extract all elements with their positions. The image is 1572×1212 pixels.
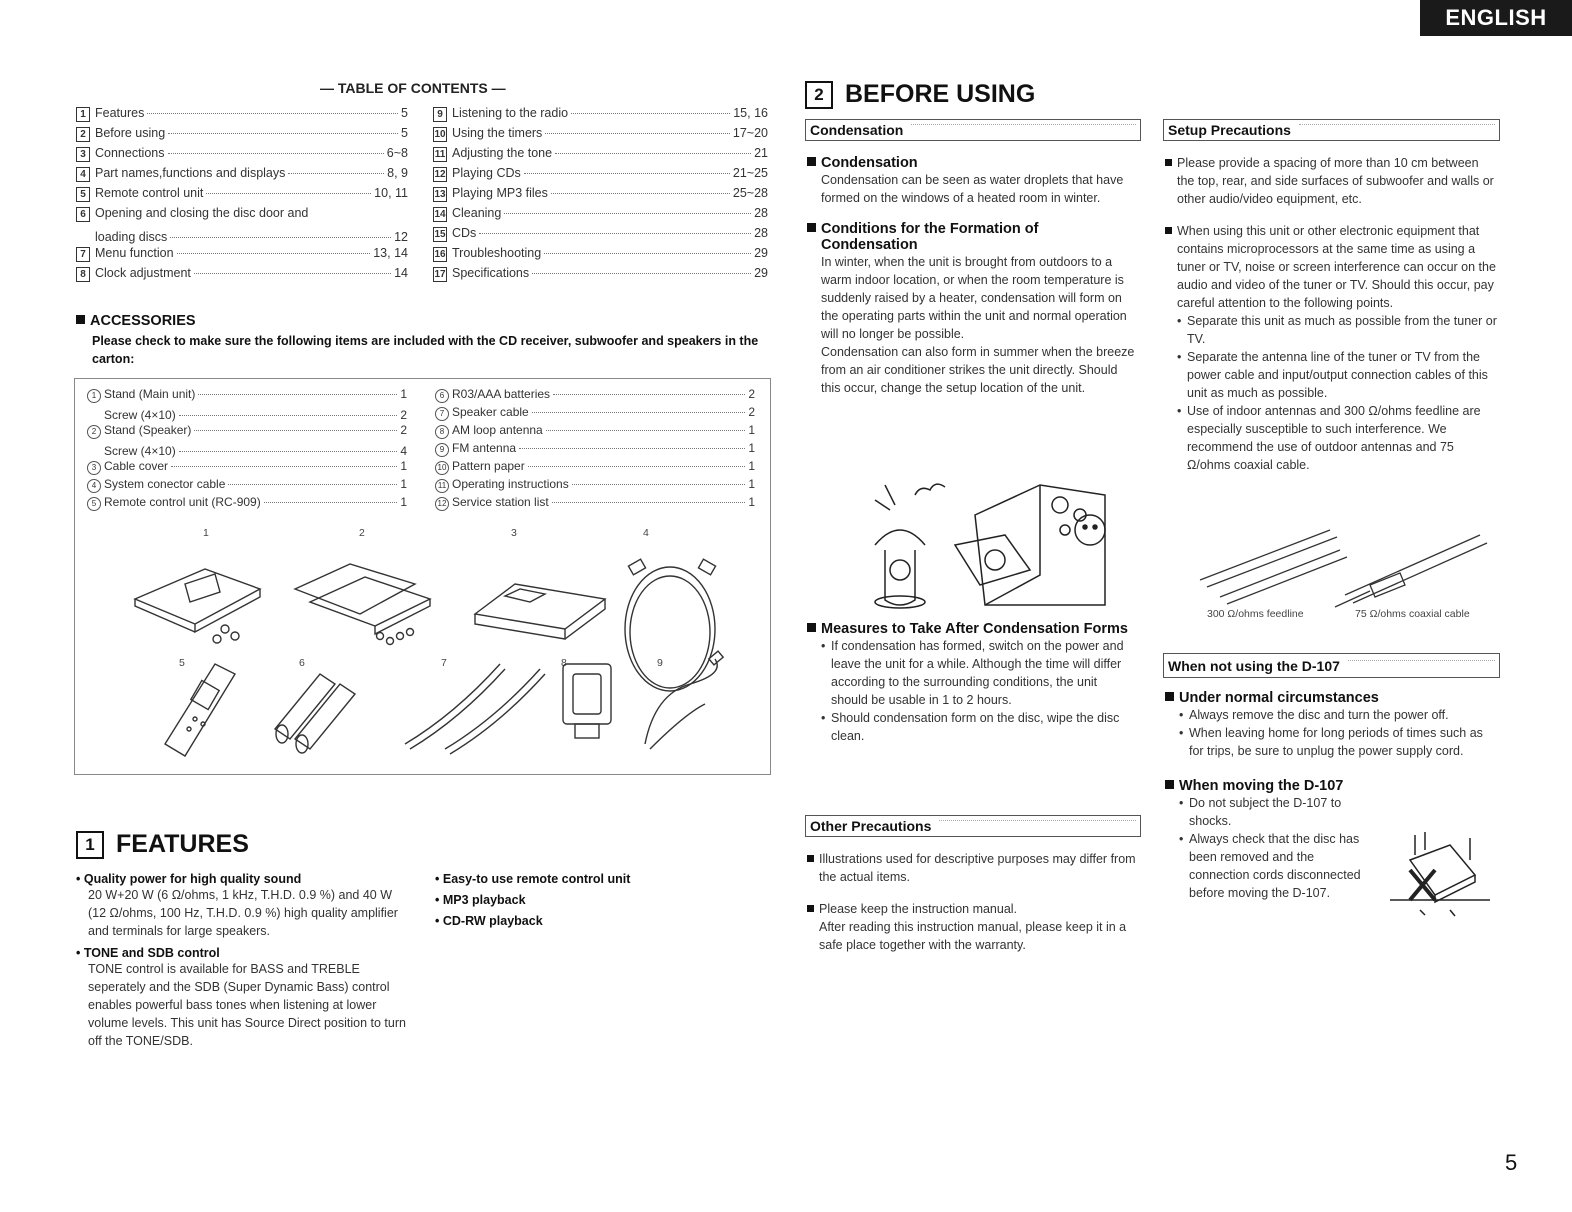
accessory-mark: 4 (87, 479, 101, 493)
toc-item-label: Features (95, 106, 145, 120)
feature-tone-body: TONE control is available for BASS and TREBLE seperately and the SDB (Super Dynamic Bass) control enables powerful bass tones when listening at lower volume levels. This unit has Source Direct position to turn off the TONE/SDB. (88, 962, 406, 1048)
accessory-leader (546, 430, 746, 431)
battery-icon (275, 674, 355, 753)
toc-item-label: loading discs (95, 230, 168, 244)
normal-circumstances-heading: Under normal circumstances (1165, 690, 1497, 706)
other-keep-manual-detail: After reading this instruction manual, please keep it in a safe place together with the warranty. (819, 920, 1127, 952)
accessory-item (435, 477, 755, 495)
toc-leader (555, 153, 751, 154)
toc-item-page: 13, 14 (373, 246, 408, 260)
accessories-heading: ACCESSORIES (76, 313, 196, 329)
toc-item-num: 1 (76, 107, 90, 122)
toc-leader (288, 173, 384, 174)
toc-item-label: Opening and closing the disc door and (95, 206, 309, 220)
toc-item (76, 126, 408, 146)
accessory-qty: 4 (400, 444, 407, 458)
toc-item-page: 5 (401, 126, 408, 140)
toc-item-page: 29 (754, 246, 768, 260)
conditions-heading: Conditions for the Formation of Condensation (807, 221, 1137, 253)
accessory-mark: 9 (435, 443, 449, 457)
toc-leader (532, 273, 751, 274)
toc-item (76, 266, 408, 286)
accessory-label: Speaker cable (452, 405, 529, 419)
accessory-leader (528, 466, 746, 467)
accessories-box (74, 378, 771, 775)
toc-item-num: 14 (434, 209, 446, 220)
accessory-label: Service station list (452, 495, 549, 509)
toc-item-label: Specifications (452, 266, 530, 280)
accessory-item (87, 459, 407, 477)
toc-item-num: 3 (76, 147, 90, 162)
features-col2 (435, 872, 755, 928)
toc-leader (147, 113, 398, 114)
toc-leader (177, 253, 371, 254)
toc-leader (170, 237, 391, 238)
toc-item-num: 17 (434, 269, 446, 280)
features-title: FEATURES (116, 830, 249, 858)
accessory-qty: 1 (748, 495, 755, 509)
toc-title: — TABLE OF CONTENTS — (320, 80, 506, 96)
conditions-text-1: In winter, when the unit is brought from outdoors to a warm indoor location, or when the room temperature is suddenly raised by a heater, condensation will form on the operating parts within the unit and normal operation will no longer be possible. (821, 255, 1127, 341)
toc-leader (194, 273, 391, 274)
accessory-leader (264, 502, 398, 503)
before-using-num: 2 (805, 81, 833, 109)
toc-item (76, 246, 408, 266)
toc-item (76, 146, 408, 166)
other-keep-manual: Please keep the instruction manual. (807, 900, 1137, 918)
toc-item (433, 146, 768, 166)
normal-bullet-2: • When leaving home for long periods of times such as for trips, be sure to unplug the power supply cord. (1179, 724, 1497, 760)
cable-cover-icon (475, 584, 605, 639)
moving-illustration (1380, 830, 1495, 925)
toc-item-page: 14 (394, 266, 408, 280)
toc-item-page: 12 (394, 230, 408, 244)
accessory-mark: 7 (435, 407, 449, 421)
feature-mp3: • MP3 playback (435, 893, 526, 907)
toc-item (433, 186, 768, 206)
toc-item-page: 21~25 (732, 166, 768, 180)
remote-control-icon (165, 664, 235, 756)
accessory-item (87, 441, 407, 459)
accessory-mark: 8 (435, 425, 449, 439)
accessory-qty: 1 (748, 441, 755, 455)
coaxial-caption: 75 Ω/ohms coaxial cable (1355, 608, 1470, 620)
accessory-mark: 3 (87, 461, 101, 475)
accessory-qty: 1 (748, 459, 755, 473)
accessory-leader (553, 394, 745, 395)
feature-remote: • Easy-to use remote control unit (435, 872, 631, 886)
accessory-label: Remote control unit (RC-909) (104, 495, 261, 509)
toc-item-page: 28 (754, 206, 768, 220)
accessories-note: Please check to make sure the following items are included with the CD receiver, subwoofer and speakers in the carton: (92, 334, 759, 366)
accessory-leader (532, 412, 746, 413)
toc-item-label: Using the timers (452, 126, 543, 140)
fig-label-4: 4 (643, 527, 649, 539)
moving-heading: When moving the D-107 (1165, 778, 1497, 794)
toc-item-page: 28 (754, 226, 768, 240)
feedline-caption: 300 Ω/ohms feedline (1207, 608, 1304, 620)
toc-item-num: 16 (434, 249, 446, 260)
other-precautions-section (807, 850, 1137, 954)
fig-label-2: 2 (359, 527, 365, 539)
toc-item (76, 206, 408, 226)
accessory-label: Stand (Main unit) (104, 387, 196, 401)
conditions-text-2: Condensation can also form in summer when the breeze from an air conditioner strikes the unit directly. Should this occur, change the setup location of the unit. (821, 345, 1135, 395)
toc-item-page: 21 (754, 146, 768, 160)
accessory-mark: 10 (435, 461, 449, 475)
fm-antenna-icon (645, 651, 723, 749)
toc-leader (544, 253, 751, 254)
other-illustrations-note: Illustrations used for descriptive purposes may differ from the actual items. (807, 850, 1137, 886)
accessory-item (87, 477, 407, 495)
condensation-illustration (855, 475, 1115, 615)
accessories-illustration (125, 544, 725, 759)
cable-illustration (1195, 525, 1495, 610)
accessory-qty: 1 (400, 459, 407, 473)
toc-item-page: 17~20 (732, 126, 768, 140)
fig-label-5: 5 (179, 657, 185, 669)
toc-leader (206, 193, 371, 194)
setup-interference-note: When using this unit or other electronic equipment that contains microprocessors at the same time as using a tuner or TV, noise or screen interference can occur on the audio and video of the tuner or TV. Should this occur, pay careful attention to the following points. (1165, 222, 1497, 312)
toc-item (433, 206, 768, 226)
toc-item-num: 2 (76, 127, 90, 142)
measures-bullet-1: • If condensation has formed, switch on the power and leave the unit for a while. Although the time will differ according to the surrounding conditions, the unit should be usable in 1 to 2 hours. (821, 637, 1137, 709)
toc-item-num: 4 (76, 167, 90, 182)
toc-item-page: 15, 16 (733, 106, 768, 120)
toc-item (433, 246, 768, 266)
accessory-label: Screw (4×10) (104, 444, 176, 458)
accessory-leader (519, 448, 745, 449)
toc-leader (551, 193, 730, 194)
accessory-label: R03/AAA batteries (452, 387, 551, 401)
accessory-label: Screw (4×10) (104, 408, 176, 422)
accessory-qty: 2 (400, 408, 407, 422)
accessory-item (87, 423, 407, 441)
toc-item-label: Remote control unit (95, 186, 204, 200)
setup-spacing-note: Please provide a spacing of more than 10 cm between the top, rear, and side surfaces of subwoofer and walls or other audio/video equipment, etc. (1165, 154, 1497, 208)
setup-bullet-1: • Separate this unit as much as possible from the tuner or TV. (1177, 312, 1497, 348)
before-using-heading (805, 80, 1035, 109)
accessory-leader (228, 484, 397, 485)
toc-item (433, 226, 768, 246)
accessory-label: System conector cable (104, 477, 226, 491)
toc-item-label: Playing CDs (452, 166, 521, 180)
fig-label-6: 6 (299, 657, 305, 669)
accessory-item (435, 423, 755, 441)
fig-label-8: 8 (561, 657, 567, 669)
feature-quality-body: 20 W+20 W (6 Ω/ohms, 1 kHz, T.H.D. 0.9 %) and 40 W (12 Ω/ohms, 100 Hz, T.H.D. 0.9 %) high quality amplifier and terminals for large speakers. (88, 888, 398, 938)
toc-item-page: 5 (401, 106, 408, 120)
accessory-item (435, 459, 755, 477)
accessory-leader (198, 394, 397, 395)
accessory-qty: 1 (400, 387, 407, 401)
toc-item-label: Part names,functions and displays (95, 166, 286, 180)
toc-item-num: 13 (434, 189, 446, 200)
toc-item-num: 5 (76, 187, 90, 202)
toc-item-label: Playing MP3 files (452, 186, 548, 200)
toc-item-num: 11 (434, 149, 446, 160)
fig-label-9: 9 (657, 657, 663, 669)
moving-bullet-1: • Do not subject the D-107 to shocks. (1179, 794, 1369, 830)
normal-bullet-1: • Always remove the disc and turn the power off. (1179, 706, 1497, 724)
accessory-qty: 1 (400, 477, 407, 491)
toc-item (76, 166, 408, 186)
toc-item-num: 12 (434, 169, 446, 180)
accessory-label: Cable cover (104, 459, 169, 473)
toc-item (433, 166, 768, 186)
accessory-mark: 11 (435, 479, 449, 493)
condensation-section (807, 155, 1137, 397)
accessory-mark: 12 (435, 497, 449, 511)
accessory-label: Operating instructions (452, 477, 569, 491)
speaker-stand-icon (295, 564, 430, 645)
measures-bullet-2: • Should condensation form on the disc, wipe the disc clean. (821, 709, 1137, 745)
features-col1 (76, 872, 411, 1050)
accessory-item (435, 405, 755, 423)
fig-label-1: 1 (203, 527, 209, 539)
setup-bullet-2: • Separate the antenna line of the tuner or TV from the power cable and input/output connection cables of this unit as much as possible. (1177, 348, 1497, 402)
accessory-qty: 1 (748, 423, 755, 437)
speaker-cable-icon (405, 664, 545, 754)
toc-item (76, 106, 408, 126)
feature-cdrw: • CD-RW playback (435, 914, 543, 928)
feature-tone-title: • TONE and SDB control (76, 946, 220, 960)
accessory-label: FM antenna (452, 441, 517, 455)
toc-leader (479, 233, 751, 234)
toc-item-num: 10 (434, 129, 446, 140)
toc-item-label: Troubleshooting (452, 246, 542, 260)
measures-heading: Measures to Take After Condensation Forms (807, 621, 1137, 637)
condensation-heading: Condensation (807, 155, 1137, 171)
accessory-label: Pattern paper (452, 459, 525, 473)
accessory-leader (179, 451, 398, 452)
toc-item (433, 106, 768, 126)
accessory-label: AM loop antenna (452, 423, 543, 437)
toc-item-label: Adjusting the tone (452, 146, 553, 160)
accessory-mark: 1 (87, 389, 101, 403)
accessory-leader (572, 484, 746, 485)
accessory-item (435, 495, 755, 513)
language-tab: ENGLISH (1420, 0, 1572, 36)
toc-leader (571, 113, 730, 114)
accessory-mark: 2 (87, 425, 101, 439)
toc-item-page: 8, 9 (387, 166, 408, 180)
accessory-item (87, 387, 407, 405)
accessory-leader (552, 502, 746, 503)
toc-item (76, 226, 408, 246)
accessory-item (87, 495, 407, 513)
toc-item-label: CDs (452, 226, 477, 240)
am-antenna-icon (563, 664, 611, 738)
toc-leader (545, 133, 730, 134)
accessory-leader (194, 430, 397, 431)
setup-precautions-box: Setup Precautions (1163, 119, 1500, 141)
toc-item (433, 126, 768, 146)
toc-item-num: 7 (76, 247, 90, 262)
accessory-qty: 2 (400, 423, 407, 437)
fig-label-3: 3 (511, 527, 517, 539)
toc-item (76, 186, 408, 206)
feature-quality-title: • Quality power for high quality sound (76, 872, 302, 886)
accessory-mark: 6 (435, 389, 449, 403)
toc-leader (524, 173, 730, 174)
measures-section (807, 621, 1137, 745)
before-using-title: BEFORE USING (845, 80, 1036, 108)
accessory-label: Stand (Speaker) (104, 423, 192, 437)
page-number: 5 (1505, 1150, 1518, 1175)
toc-item-page: 25~28 (732, 186, 768, 200)
features-num: 1 (76, 831, 104, 859)
setup-bullet-3: • Use of indoor antennas and 300 Ω/ohms feedline are especially susceptible to such interference. We recommend the use of outdoor antennas and 75 Ω/ohms coaxial cable. (1177, 402, 1497, 474)
accessory-item (435, 387, 755, 405)
toc-item-label: Listening to the radio (452, 106, 569, 120)
fig-label-7: 7 (441, 657, 447, 669)
toc-item-num: 15 (434, 229, 446, 240)
condensation-text: Condensation can be seen as water droplets that have formed on the windows of a heated room in winter. (821, 173, 1124, 205)
toc-item (433, 266, 768, 286)
accessory-qty: 1 (748, 477, 755, 491)
toc-item-label: Clock adjustment (95, 266, 191, 280)
setup-precautions-section (1165, 154, 1497, 474)
toc-item-label: Connections (95, 146, 165, 160)
system-cable-icon (625, 559, 716, 691)
toc-item-page: 29 (754, 266, 768, 280)
toc-item-label: Cleaning (452, 206, 502, 220)
toc-item-label: Menu function (95, 246, 174, 260)
toc-item-num: 9 (433, 107, 447, 122)
accessory-item (87, 405, 407, 423)
accessory-mark: 5 (87, 497, 101, 511)
toc-leader (168, 133, 398, 134)
accessory-leader (179, 415, 398, 416)
toc-item-page: 6~8 (386, 146, 408, 160)
toc-leader (504, 213, 751, 214)
moving-bullet-2: • Always check that the disc has been removed and the connection cords disconnected before moving the D-107. (1179, 830, 1369, 902)
features-heading (76, 830, 249, 859)
other-precautions-box: Other Precautions (805, 815, 1141, 837)
accessory-qty: 1 (400, 495, 407, 509)
toc-item-label: Before using (95, 126, 166, 140)
main-stand-icon (135, 569, 260, 643)
toc-item-num: 6 (76, 207, 90, 222)
toc-item-page: 10, 11 (374, 186, 408, 200)
condensation-box: Condensation (805, 119, 1141, 141)
accessory-leader (171, 466, 397, 467)
not-using-box: When not using the D-107 (1163, 653, 1500, 678)
accessory-qty: 2 (748, 405, 755, 419)
accessory-qty: 2 (748, 387, 755, 401)
accessory-item (435, 441, 755, 459)
toc-item-num: 8 (76, 267, 90, 282)
toc-leader (168, 153, 384, 154)
